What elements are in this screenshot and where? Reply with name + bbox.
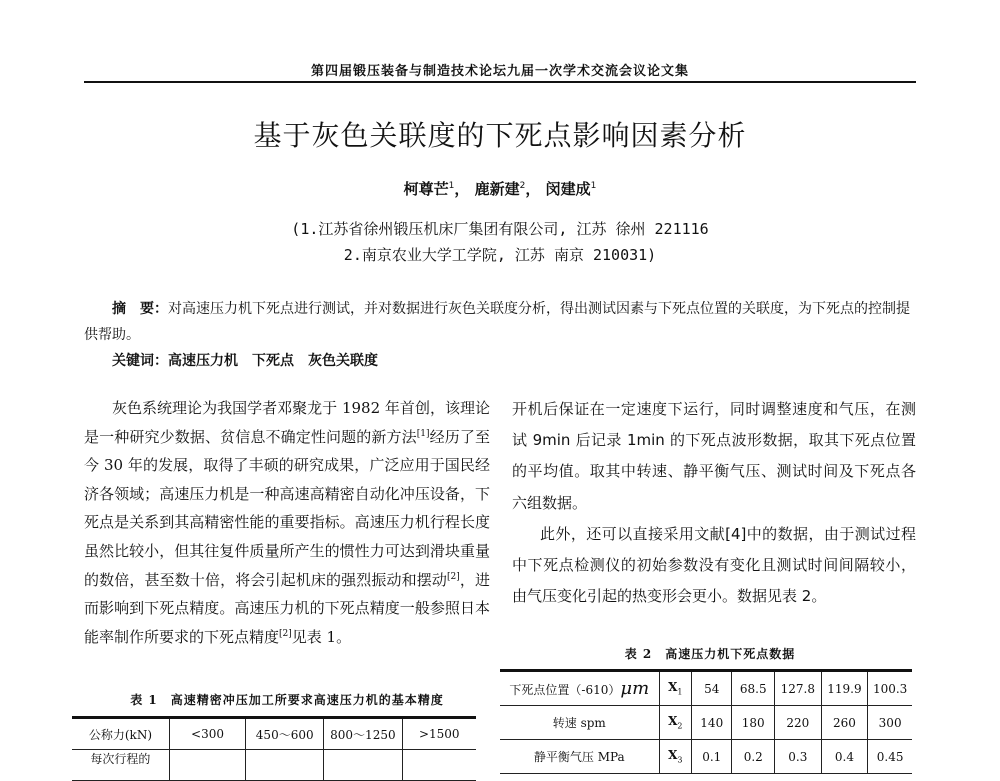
affiliation-2: 2.南京农业大学工学院, 江苏 南京 210031) — [343, 246, 657, 264]
body-text: 灰色系统理论为我国学者邓聚龙于 1982 年首创，该理论是一种研究少数据、贫信息不确定性问题的新方法 — [84, 399, 490, 446]
table-row — [500, 671, 912, 706]
table2-caption: 表 2 高速压力机下死点数据 — [624, 647, 796, 661]
keywords-text: 高速压力机 下死点 灰色关联度 — [168, 353, 378, 369]
table-row — [500, 740, 912, 774]
table-cell: 100.3 — [868, 671, 912, 706]
body-text: ，进而影响到下死点精度。高速压力机的下死点精度一般参照日本能率制作所要求的下死点精度 — [84, 570, 490, 646]
table-cell — [402, 750, 476, 781]
table-cell: >1500 — [402, 718, 476, 750]
table-cell: 静平衡气压 MPa — [500, 740, 659, 774]
abstract-paragraph — [84, 296, 916, 348]
table-cell: 180 — [732, 706, 775, 740]
author-separator: ， — [525, 180, 541, 198]
variable-cell — [659, 740, 691, 774]
keywords-label: 关键词： — [112, 353, 168, 369]
variable-subscript: 3 — [677, 755, 683, 765]
paper-title: 基于灰色关联度的下死点影响因素分析 — [253, 119, 747, 152]
table-cell: 每次行程的 — [72, 750, 169, 781]
author-list — [0, 178, 1000, 199]
author-affil-mark: 2 — [519, 181, 526, 191]
body-paragraph — [84, 394, 490, 651]
citation-ref[interactable]: [2] — [279, 628, 292, 639]
author-name: 闵建成 — [545, 180, 591, 198]
abstract-block — [84, 296, 916, 374]
body-text: 经历了至今 30 年的发展，取得了丰硕的研究成果，广泛应用于国民经济各领域；高速压力机是一种高速高精密自动化冲压设备，下死点是关系到其高精密性能的重要指标。高速压力机行程长度虽然比较小，但其往复件质量所产生的惯性力可达到滑块重量的数倍，甚至数十倍，将会引起机床的强烈振动和摆动 — [84, 427, 490, 589]
table-row — [72, 750, 476, 781]
table-cell: 0.45 — [868, 740, 912, 774]
body-right-column — [512, 394, 916, 612]
table-cell: 0.2 — [732, 740, 775, 774]
author-separator: ， — [454, 180, 470, 198]
author-affil-mark: 1 — [590, 181, 597, 191]
body-left-column — [84, 394, 490, 651]
table-cell: 68.5 — [732, 671, 775, 706]
table-cell: 260 — [821, 706, 868, 740]
table-cell: 0.1 — [692, 740, 732, 774]
citation-ref[interactable]: [2] — [446, 571, 460, 582]
keywords-line — [84, 348, 916, 374]
table1-caption: 表 1 高速精密冲压加工所要求高速压力机的基本精度 — [130, 693, 444, 707]
table-cell: 450～600 — [246, 718, 324, 750]
table-cell: 119.9 — [821, 671, 868, 706]
author-affil-mark: 1 — [448, 181, 455, 191]
abstract-label: 摘 要： — [112, 301, 168, 317]
table-cell — [246, 750, 324, 781]
table-cell: 54 — [692, 671, 732, 706]
body-text: 见表 1。 — [291, 627, 352, 646]
body-paragraph: 开机后保证在一定速度下运行，同时调整速度和气压，在测试 9min 后记录 1min 的下死点波形数据，取其下死点位置的平均值。取其中转速、静平衡气压、测试时间及下死点各六组数据。 — [512, 400, 916, 512]
variable-cell — [659, 706, 691, 740]
variable-name: X — [668, 748, 678, 763]
table-cell: 转速 spm — [500, 706, 659, 740]
citation-ref[interactable]: [1] — [416, 428, 430, 439]
table-cell — [500, 671, 659, 706]
table-cell — [324, 750, 402, 781]
unit-label: μm — [620, 678, 650, 699]
running-head: 第四届锻压装备与制造技术论坛九届一次学术交流会议论文集 — [310, 64, 689, 79]
table-cell: 800～1250 — [324, 718, 402, 750]
table-cell: 127.8 — [775, 671, 822, 706]
variable-subscript: 1 — [677, 687, 683, 697]
variable-cell — [659, 671, 691, 706]
table-cell: 140 — [692, 706, 732, 740]
table-row — [500, 706, 912, 740]
body-paragraph: 此外，还可以直接采用文献[4]中的数据，由于测试过程中下死点检测仪的初始参数没有变化且测试时间间隔较小，由气压变化引起的热变形会更小。数据见表 2。 — [512, 524, 916, 606]
table-cell: <300 — [169, 718, 245, 750]
abstract-text: 对高速压力机下死点进行测试，并对数据进行灰色关联度分析，得出测试因素与下死点位置的关联度，为下死点的控制提供帮助。 — [84, 301, 910, 343]
table-cell: 公称力(kN) — [72, 718, 169, 750]
author-name: 柯尊芒 — [403, 180, 449, 198]
table-cell: 0.4 — [821, 740, 868, 774]
table-row — [72, 718, 476, 750]
author-name: 鹿新建 — [474, 180, 520, 198]
table-cell: 0.3 — [775, 740, 822, 774]
table-cell: 300 — [868, 706, 912, 740]
variable-name: X — [668, 680, 678, 695]
variable-subscript: 2 — [677, 721, 683, 731]
header-rule — [84, 81, 916, 83]
table-cell: 220 — [775, 706, 822, 740]
table2 — [500, 669, 912, 774]
table1 — [72, 716, 476, 781]
row-label: 下死点位置（-610） — [509, 683, 621, 697]
table-cell — [169, 750, 245, 781]
affiliation-1: (1.江苏省徐州锻压机床厂集团有限公司, 江苏 徐州 221116 — [291, 220, 709, 238]
variable-name: X — [668, 714, 678, 729]
